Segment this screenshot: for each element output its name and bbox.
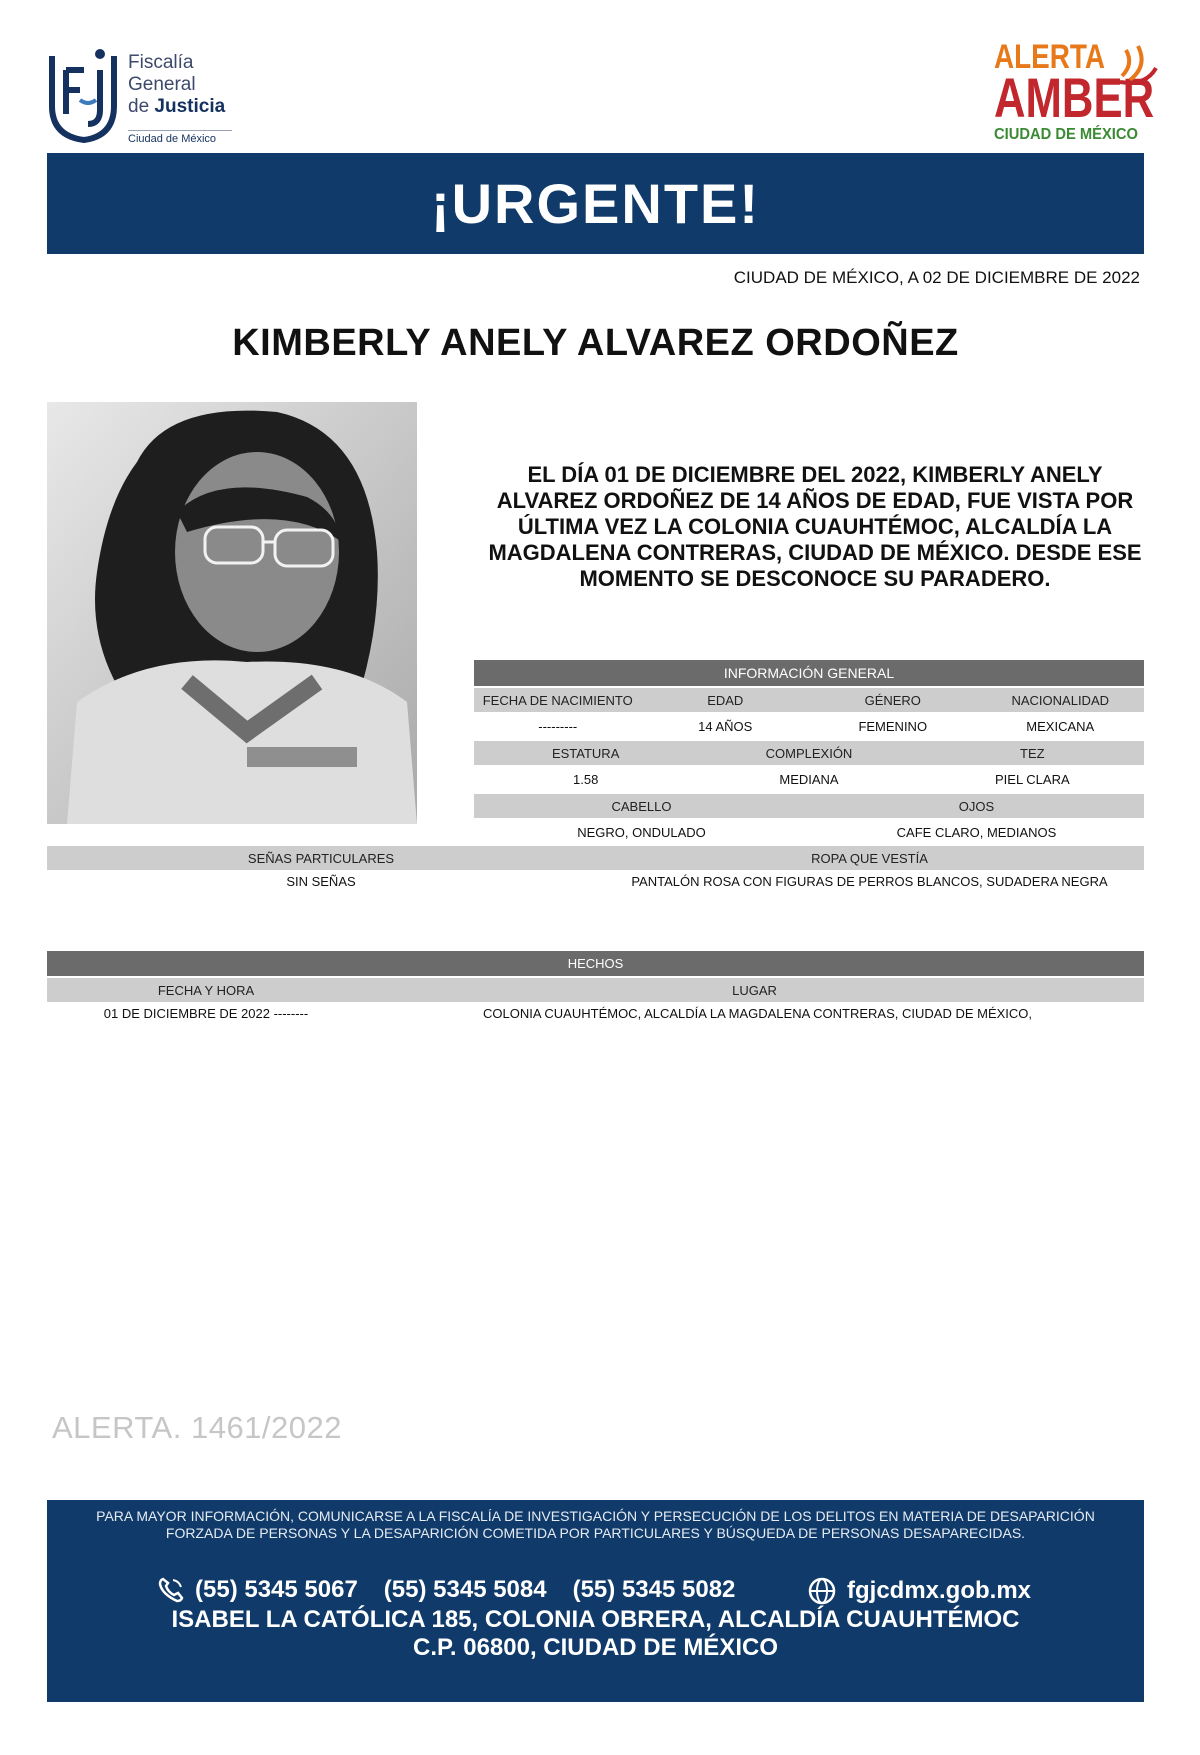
website bbox=[807, 1576, 1031, 1606]
phone-number-2[interactable]: (55) 5345 5084 bbox=[383, 1576, 547, 1603]
alert-number: ALERTA. 1461/2022 bbox=[52, 1410, 342, 1445]
header-complexion: TEZ bbox=[1020, 745, 1045, 761]
value-nationality: MEXICANA bbox=[1026, 718, 1095, 734]
contact-info bbox=[47, 1508, 1144, 1542]
header-eyes: OJOS bbox=[958, 798, 995, 814]
case-narrative: EL DÍA 01 DE DICIEMBRE DEL 2022, KIMBERLY ANELY ALVAREZ ORDOÑEZ DE 14 AÑOS DE EDAD, FUE VISTA POR ÚLTIMA VEZ LA COLONIA CUAUHTÉMOC, ALCALDÍA LA MAGDALENA CONTRERAS, CIUDAD DE MÉXICO. DESDE ESE MOMENTO SE DESCONOCE SU PARADERO. bbox=[488, 462, 1142, 591]
general-info-row2-values bbox=[474, 767, 1144, 791]
header-build: COMPLEXIÓN bbox=[765, 745, 853, 761]
address-line1: ISABEL LA CATÓLICA 185, COLONIA OBRERA, ALCALDÍA CUAUHTÉMOC bbox=[171, 1606, 1020, 1633]
value-birthdate: --------- bbox=[538, 718, 578, 734]
urgent-title: ¡URGENTE! bbox=[430, 172, 761, 235]
person-photo bbox=[47, 402, 417, 824]
value-place: COLONIA CUAUHTÉMOC, ALCALDÍA LA MAGDALENA CONTRERAS, CIUDAD DE MÉXICO, bbox=[483, 1005, 1033, 1021]
fgj-logo-subtitle: Ciudad de México bbox=[128, 130, 232, 145]
person-name: KIMBERLY ANELY ALVAREZ ORDOÑEZ bbox=[232, 322, 959, 364]
header-birthdate: FECHA DE NACIMIENTO bbox=[482, 692, 633, 708]
general-info-row3-values bbox=[474, 820, 1144, 844]
general-info-row1-headers bbox=[474, 688, 1144, 712]
signal-waves-icon bbox=[1116, 42, 1160, 86]
value-marks: SIN SEÑAS bbox=[286, 873, 356, 889]
header-clothing: ROPA QUE VESTÍA bbox=[811, 850, 928, 866]
amber-alert-logo bbox=[990, 40, 1160, 148]
urgent-banner bbox=[47, 153, 1144, 254]
general-info-title: INFORMACIÓN GENERAL bbox=[723, 665, 895, 681]
facts-title: HECHOS bbox=[567, 956, 624, 971]
globe-icon bbox=[807, 1576, 837, 1606]
general-info-row4-headers bbox=[47, 846, 1144, 870]
fgj-logo-text: Fiscalía General de Justicia bbox=[128, 52, 226, 117]
address bbox=[47, 1606, 1144, 1662]
general-info-row3-headers bbox=[474, 794, 1144, 818]
header-place: LUGAR bbox=[732, 982, 777, 998]
value-age: 14 AÑOS bbox=[698, 718, 753, 734]
header-hair: CABELLO bbox=[611, 798, 672, 814]
header-age: EDAD bbox=[707, 692, 744, 708]
value-hair: NEGRO, ONDULADO bbox=[577, 824, 706, 840]
fgj-emblem-icon bbox=[46, 44, 118, 144]
issue-date: CIUDAD DE MÉXICO, A 02 DE DICIEMBRE DE 2022 bbox=[733, 268, 1140, 287]
phone-number-1[interactable]: (55) 5345 5067 bbox=[195, 1576, 358, 1603]
value-clothing: PANTALÓN ROSA CON FIGURAS DE PERROS BLANCOS, SUDADERA NEGRA bbox=[631, 873, 1108, 889]
portrait-image bbox=[47, 402, 417, 824]
header-nationality: NACIONALIDAD bbox=[1011, 692, 1110, 708]
value-eyes: CAFE CLARO, MEDIANOS bbox=[896, 824, 1057, 840]
general-info-title-row bbox=[474, 660, 1144, 686]
phone-icon bbox=[157, 1576, 185, 1604]
contact-info-line2: FORZADA DE PERSONAS Y LA DESAPARICIÓN COMETIDA POR PARTICULARES Y BÚSQUEDA DE PERSONAS DESAPARECIDAS. bbox=[165, 1525, 1026, 1541]
value-complexion: PIEL CLARA bbox=[994, 771, 1070, 787]
contact-info-line1: PARA MAYOR INFORMACIÓN, COMUNICARSE A LA FISCALÍA DE INVESTIGACIÓN Y PERSECUCIÓN DE LOS DELITOS EN MATERIA DE DESAPARICIÓN bbox=[96, 1508, 1095, 1524]
general-info-row1-values bbox=[474, 714, 1144, 738]
contact-footer bbox=[47, 1500, 1144, 1702]
amber-logo-line2: AMBER bbox=[994, 66, 1155, 129]
value-height: 1.58 bbox=[573, 771, 599, 787]
general-info-row2-headers bbox=[474, 741, 1144, 765]
facts-title-row bbox=[47, 951, 1144, 976]
fgj-logo bbox=[46, 44, 236, 144]
amber-logo-line3: CIUDAD DE MÉXICO bbox=[994, 126, 1138, 143]
header-date-time: FECHA Y HORA bbox=[157, 982, 255, 998]
facts-headers bbox=[47, 978, 1144, 1002]
facts-values bbox=[47, 1003, 1144, 1023]
value-gender: FEMENINO bbox=[858, 718, 928, 734]
value-date-time: 01 DE DICIEMBRE DE 2022 -------- bbox=[103, 1005, 309, 1021]
phone-list bbox=[157, 1576, 761, 1604]
header-gender: GÉNERO bbox=[864, 692, 921, 708]
general-info-row4-values bbox=[47, 871, 1144, 891]
amber-logo-line1: ALERTA bbox=[994, 38, 1105, 76]
header-marks: SEÑAS PARTICULARES bbox=[247, 850, 395, 866]
address-line2: C.P. 06800, CIUDAD DE MÉXICO bbox=[412, 1634, 778, 1661]
website-link[interactable]: fgjcdmx.gob.mx bbox=[847, 1577, 1032, 1604]
phone-number-3[interactable]: (55) 5345 5082 bbox=[572, 1576, 736, 1603]
header-height: ESTATURA bbox=[551, 745, 620, 761]
value-build: MEDIANA bbox=[779, 771, 839, 787]
